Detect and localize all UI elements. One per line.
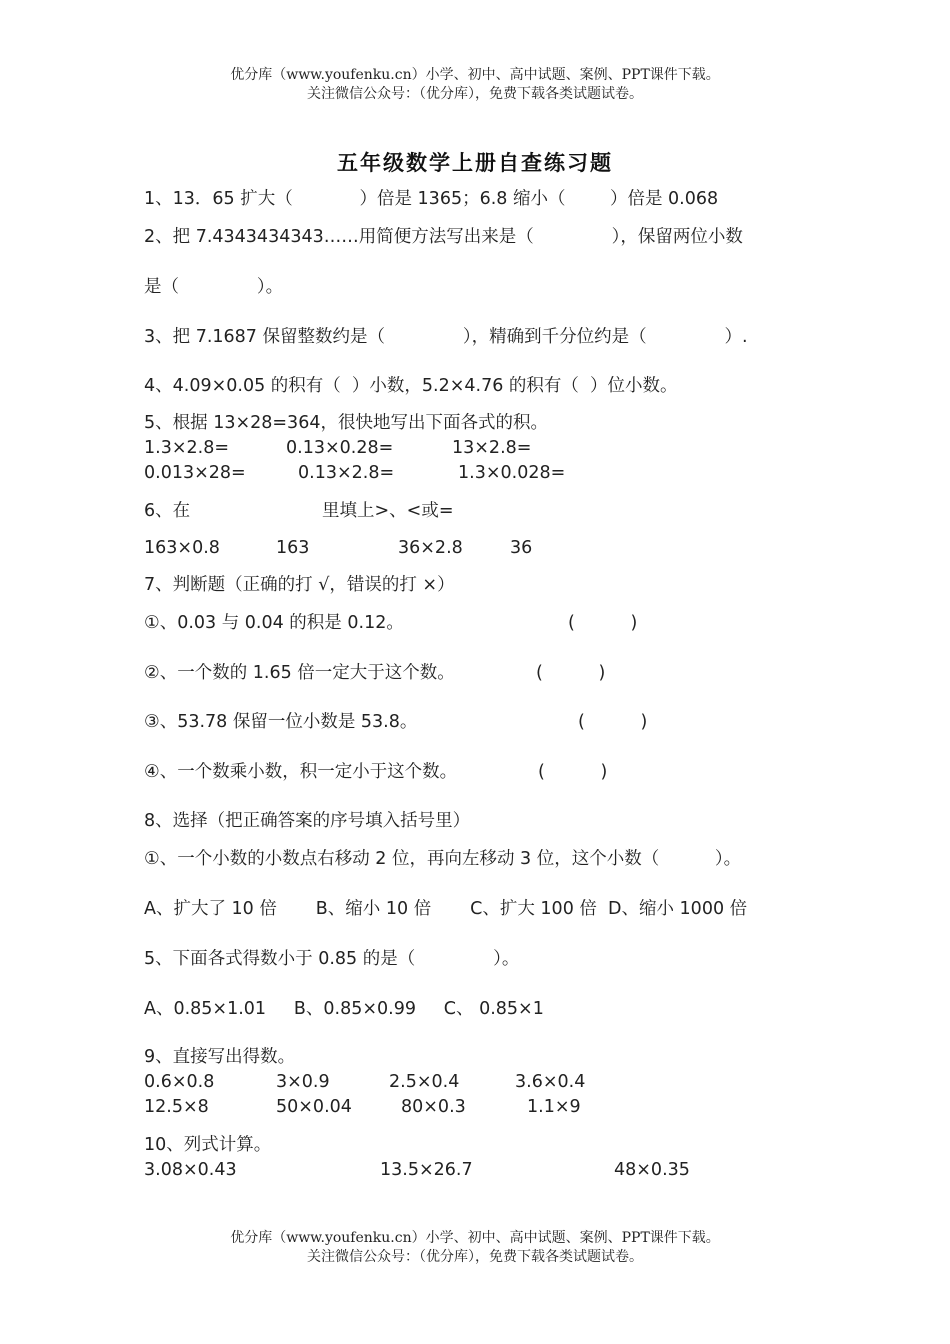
q7-item-text: ②、一个数的 1.65 倍一定大于这个数。 [144,663,455,683]
q6-item: 163×0.8 [144,538,220,558]
q7-answer-paren: ( ) [538,762,608,782]
q5-item: 1.3×2.8= [144,438,229,458]
q8-sub-question-1: ①、一个小数的小数点右移动 2 位，再向左移动 3 位，这个小数（ ）。 [144,849,742,869]
q9-item: 1.1×9 [527,1097,581,1117]
question-6-stem-a: 6、在 [144,501,191,521]
question-9-stem: 9、直接写出得数。 [144,1047,296,1067]
q5-item: 0.013×28= [144,463,246,483]
q9-item: 3×0.9 [276,1072,330,1092]
q8-sub-question-1-options: A、扩大了 10 倍 B、缩小 10 倍 C、扩大 100 倍 D、缩小 1000 倍 [144,899,748,919]
question-7-stem: 7、判断题（正确的打 √，错误的打 ×） [144,575,455,595]
question-1: 1、13．65 扩大（ ）倍是 1365；6.8 缩小（ ）倍是 0.068 [144,189,719,209]
question-3: 3、把 7.1687 保留整数约是（ ），精确到千分位约是（ ）. [144,327,748,347]
question-10-stem: 10、列式计算。 [144,1135,272,1155]
q5-item: 13×2.8= [452,438,532,458]
q9-item: 50×0.04 [276,1097,352,1117]
question-2-line-2: 是（ ）。 [144,277,284,297]
question-6-stem-b: 里填上>、<或= [322,501,454,521]
q7-item-text: ①、0.03 与 0.04 的积是 0.12。 [144,613,404,633]
question-4: 4、4.09×0.05 的积有（ ）小数，5.2×4.76 的积有（ ）位小数。 [144,376,678,396]
footer-line-1: 优分库（www.youfenku.cn）小学、初中、高中试题、案例、PPT课件下载。 [230,1230,720,1246]
q9-item: 0.6×0.8 [144,1072,215,1092]
q10-item: 3.08×0.43 [144,1160,237,1180]
q7-item-text: ③、53.78 保留一位小数是 53.8。 [144,712,418,732]
q7-answer-paren: ( ) [578,712,648,732]
q7-answer-paren: ( ) [536,663,606,683]
q9-item: 80×0.3 [401,1097,466,1117]
footer-line-2: 关注微信公众号：（优分库），免费下载各类试题试卷。 [307,1249,643,1265]
q9-item: 12.5×8 [144,1097,209,1117]
q5-item: 0.13×2.8= [298,463,395,483]
question-2-line-1: 2、把 7.4343434343……用简便方法写出来是（ ），保留两位小数 [144,227,743,247]
q6-item: 36 [510,538,533,558]
q9-item: 2.5×0.4 [389,1072,460,1092]
page-title: 五年级数学上册自查练习题 [337,151,613,175]
q7-item-text: ④、一个数乘小数，积一定小于这个数。 [144,762,458,782]
q7-answer-paren: ( ) [568,613,638,633]
q5-item: 0.13×0.28= [286,438,394,458]
q5-item: 1.3×0.028= [458,463,566,483]
q9-item: 3.6×0.4 [515,1072,586,1092]
q10-item: 13.5×26.7 [380,1160,473,1180]
q6-item: 36×2.8 [398,538,463,558]
question-8-stem: 8、选择（把正确答案的序号填入括号里） [144,811,471,831]
q8-sub-question-2-options: A、0.85×1.01 B、0.85×0.99 C、 0.85×1 [144,999,544,1019]
q8-sub-question-2: 5、下面各式得数小于 0.85 的是（ ）。 [144,949,520,969]
header-line-2: 关注微信公众号：（优分库），免费下载各类试题试卷。 [307,86,643,102]
header-line-1: 优分库（www.youfenku.cn）小学、初中、高中试题、案例、PPT课件下载。 [230,67,720,83]
q10-item: 48×0.35 [614,1160,690,1180]
q6-item: 163 [276,538,310,558]
question-5-stem: 5、根据 13×28=364，很快地写出下面各式的积。 [144,413,548,433]
